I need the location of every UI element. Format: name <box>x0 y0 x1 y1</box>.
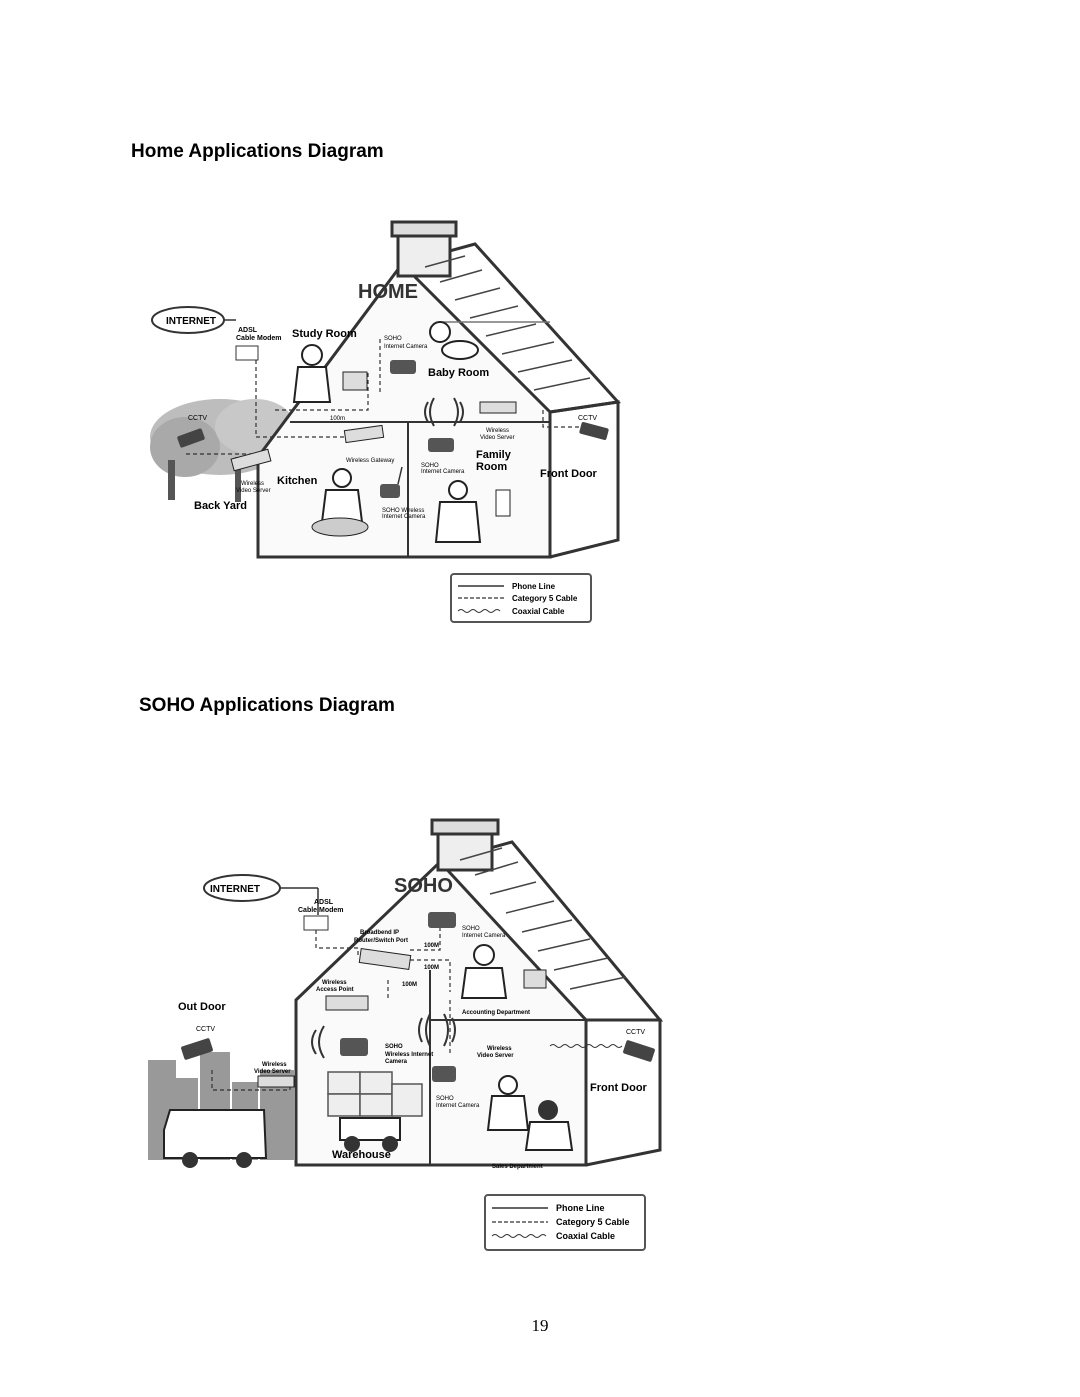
router-label-1: Broadbend IP <box>360 930 400 936</box>
internet-label: INTERNET <box>166 316 216 327</box>
soho-diagram <box>140 820 670 1255</box>
soho-legend-phone: Phone Line <box>556 1203 605 1213</box>
link-100m-b: 100M <box>424 965 440 971</box>
soho-wireless-cam-label-1: SOHO <box>385 1044 403 1050</box>
cctv-right-icon <box>579 422 609 441</box>
home-legend-coax: Coaxial Cable <box>512 607 565 616</box>
soho-wvs-mid-label-1: Wireless <box>487 1046 512 1052</box>
wvs-mid-label-2: Video Server <box>480 435 515 441</box>
soho-title: SOHO <box>394 875 453 897</box>
room-family-label-2: Room <box>476 461 508 473</box>
soho-camera-top-icon <box>428 912 456 928</box>
soho-wireless-internet-camera-icon <box>340 1038 368 1056</box>
home-diagram <box>140 222 620 627</box>
soho-legend-cat5: Category 5 Cable <box>556 1217 630 1227</box>
accounting-dept-label: Accounting Department <box>462 1010 531 1016</box>
link-100m-c: 100M <box>402 982 418 988</box>
soho-camera-family-icon <box>428 438 454 452</box>
modem-label-2: Cable Modem <box>236 335 282 342</box>
soho-modem-icon <box>304 916 328 930</box>
internet-cloud <box>152 307 224 333</box>
soho-camera-baby-icon <box>390 360 416 374</box>
soho-cam-baby-label-1: SOHO <box>384 336 402 342</box>
soho-diagram-heading: SOHO Applications Diagram <box>139 695 395 716</box>
soho-wvs-left-label-1: Wireless <box>262 1062 287 1068</box>
wvs-left-label-1: Wireless <box>241 481 265 487</box>
soho-cctv-left-label: CCTV <box>196 1026 216 1033</box>
soho-legend-coax: Coaxial Cable <box>556 1231 616 1241</box>
home-legend <box>451 574 591 622</box>
home-diagram-svg <box>140 222 620 627</box>
modem-label-1: ADSL <box>238 327 258 334</box>
home-legend-cat5: Category 5 Cable <box>512 594 578 603</box>
ap-label-1: Wireless <box>322 980 347 986</box>
soho-wireless-cam-label-1: SOHO Wireless <box>382 508 425 514</box>
home-title: HOME <box>358 281 418 303</box>
room-study-label: Study Room <box>292 328 357 340</box>
router-label-2: Router/Switch Port <box>354 938 409 944</box>
soho-internet-label: INTERNET <box>210 884 260 895</box>
soho-modem-label-1: ADSL <box>314 899 334 906</box>
soho-front-door-label: Front Door <box>590 1082 647 1094</box>
soho-wireless-video-server-left-icon <box>258 1076 294 1087</box>
soho-modem-label-2: Cable Modem <box>298 907 344 914</box>
wireless-video-server-mid-icon <box>480 402 516 413</box>
link-100m-a: 100M <box>424 943 440 949</box>
home-legend-phone: Phone Line <box>512 582 556 591</box>
back-yard-label: Back Yard <box>194 500 248 512</box>
page-number: 19 <box>531 1316 549 1335</box>
home-link-100m: 100m <box>330 416 346 422</box>
front-door-label: Front Door <box>540 468 597 480</box>
soho-cam-baby-label-2: Internet Camera <box>384 344 428 350</box>
cctv-left-label: CCTV <box>188 415 208 422</box>
soho-wvs-left-label-2: Video Server <box>254 1069 291 1075</box>
access-point-icon <box>326 996 368 1010</box>
wvs-left-label-2: Video Server <box>236 488 271 494</box>
out-door-label: Out Door <box>178 1001 226 1013</box>
soho-wireless-cam-label-2: Internet Camera <box>382 514 426 520</box>
warehouse-label: Warehouse <box>332 1149 391 1161</box>
soho-cam-sales-label-2: Internet Camera <box>436 1103 480 1109</box>
modem-icon <box>236 346 258 360</box>
soho-wireless-camera-icon <box>380 484 400 498</box>
wireless-gateway-label: Wireless Gateway <box>346 458 395 464</box>
cctv-right-label: CCTV <box>578 415 598 422</box>
soho-wireless-cam-label-2: Wireless Internet <box>385 1052 434 1058</box>
soho-cctv-right-label: CCTV <box>626 1029 646 1036</box>
soho-cam-sales-label-1: SOHO <box>436 1096 454 1102</box>
sales-dept-label: Sales Department <box>492 1164 543 1170</box>
room-kitchen-label: Kitchen <box>277 475 318 487</box>
soho-cctv-right-icon <box>623 1040 656 1063</box>
soho-camera-sales-icon <box>432 1066 456 1082</box>
soho-legend <box>485 1195 645 1250</box>
soho-wvs-mid-label-2: Video Server <box>477 1053 514 1059</box>
soho-cam-family-label-1: SOHO <box>421 463 439 469</box>
soho-cam-top-label-2: Internet Camera <box>462 933 506 939</box>
room-baby-label: Baby Room <box>428 367 490 379</box>
home-diagram-heading: Home Applications Diagram <box>131 141 384 162</box>
soho-wireless-cam-label-3: Camera <box>385 1059 408 1065</box>
room-family-label-1: Family <box>476 449 511 461</box>
wvs-mid-label-1: Wireless <box>486 428 510 434</box>
soho-cam-family-label-2: Internet Camera <box>421 469 465 475</box>
soho-cam-top-label-1: SOHO <box>462 926 480 932</box>
soho-diagram-svg <box>140 820 670 1255</box>
ap-label-2: Access Point <box>316 987 354 993</box>
